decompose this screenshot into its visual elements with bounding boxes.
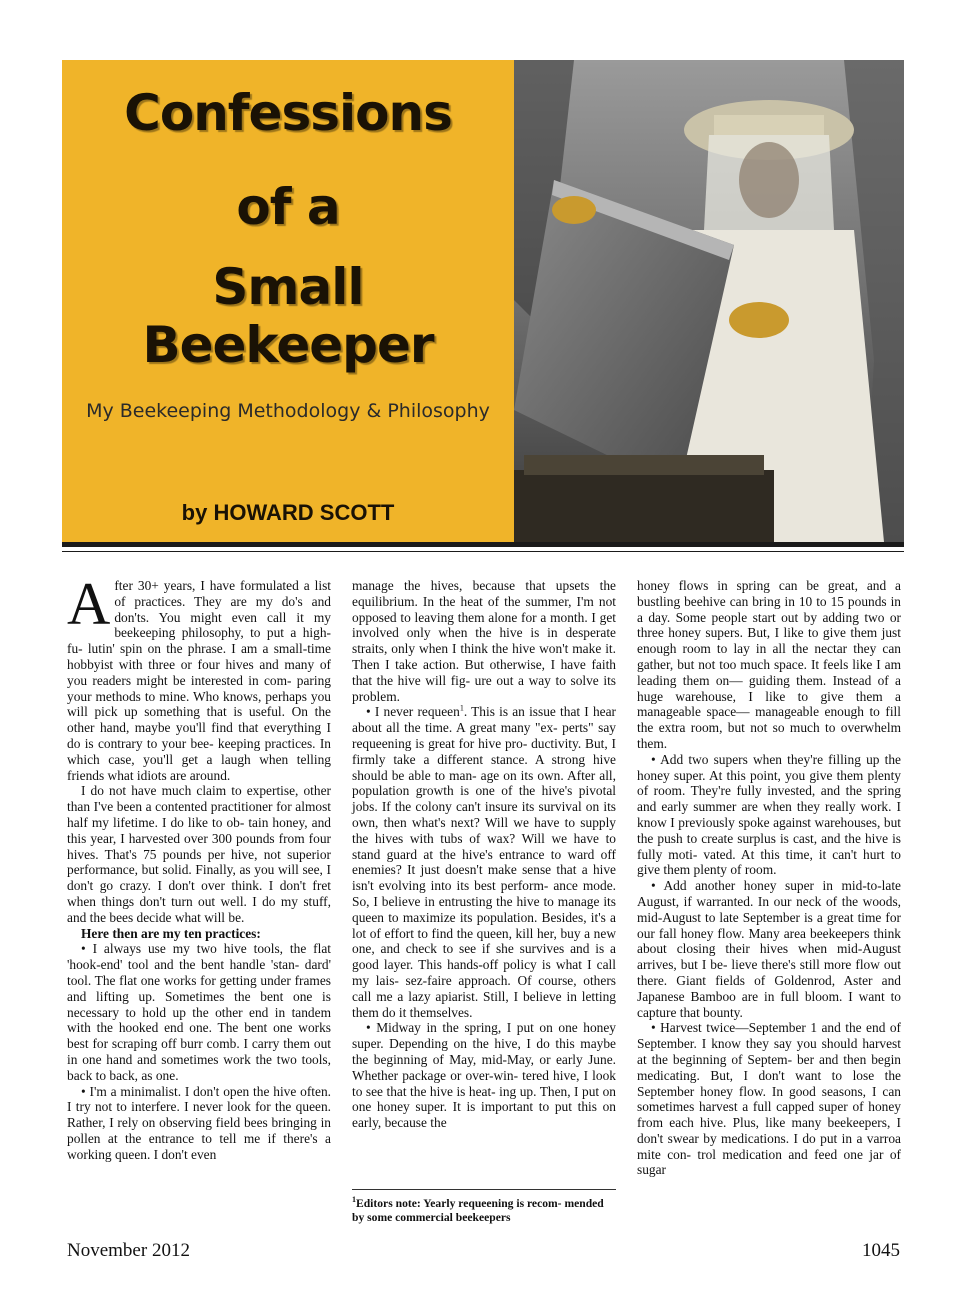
drop-cap: A <box>67 571 111 637</box>
paragraph <box>352 704 616 1020</box>
paragraph-text: . This is an issue that I hear about all the time. A great many "ex- perts" say requeening is great for hive pro- ductivity. But, I firmly take a different stance. A strong hive should be able to man- age on its own. After all, population growth is one of the hive's pivotal jobs. If the colony can't insure its survival on its own, then what's next? Will we have to supply the hives with tubs of wax? Will we have to stand guard at the hive's entrance to ward off enemies? It just doesn't make sense that a hive isn't evolving into its best perform- ance mode. So, I believe in entrusting the hive to manage its queen to maximize its population. Besides, it's a lot of effort to find the queen, kill her, buy a new one, and check to see if she survives and is a good layer. This hands-off policy is what I call my lais- sez-faire approach. Of course, others call me a lazy apiarist. Still, I believe in letting them do it themselves. <box>352 704 616 1020</box>
paragraph: • I always use my two hive tools, the flat 'hook-end' tool and the bent handle 'stan- dard' tool. The flat one works for getting under frames and lifting up. Sometimes the bent one is necessary to hold up the other end in tandem with the hooked end one. The bent one works best for scraping off burr comb. I carry them out in one hand and sometimes work the two tools, back to back, as one. <box>67 941 331 1083</box>
title-panel <box>62 60 514 542</box>
article-column-2 <box>352 578 616 1131</box>
article-column-1 <box>67 571 331 1162</box>
footnote <box>352 1197 616 1225</box>
paragraph: manage the hives, because that upsets the equilibrium. In the heat of the summer, I'm not opposed to leaving them alone for a month. I get involved only when the hive is in desperate straits, only when I think the hive won't make it. Then I take action. But otherwise, I have faith that the hive will fig- ure out a way to solve its problem. <box>352 578 616 704</box>
article-header <box>62 60 904 542</box>
article-column-3 <box>637 578 901 1178</box>
section-heading: Here then are my ten practices: <box>81 925 261 941</box>
issue-date: November 2012 <box>67 1240 190 1261</box>
subtitle: My Beekeeping Methodology & Philosophy <box>86 400 490 422</box>
footnote-marker: 1 <box>459 703 464 713</box>
paragraph: • Harvest twice—September 1 and the end of September. I know they say you should harvest at the beginning of Septem- ber and then begin medicating. But, I don't want to lose the September honey flow. In good seasons, I can sometimes harvest a full capped super of honey from each hive. Plus, like many beekeepers, I don't swear by medications. I do put in a varroa mite con- trol medication and feed one jar of sugar <box>637 1020 901 1178</box>
title-line-1: Confessions <box>124 84 452 142</box>
title-line-2: of a <box>236 178 340 236</box>
paragraph-text: fter 30+ years, I have formulated a list of practices. They are my do's and don'ts. You might even call it my beekeeping philosophy, to put a high-fu- lutin' spin on the phrase. I am a small-time hobbyist with three or four hives and many of you readers might be interested in com- paring your methods to mine. Who knows, perhaps you will pick up something that is useful. On the other hand, maybe you'll find that everything I do is contrary to your bee- keeping practices. In which case, you'll get a laugh when telling friends what idiots are around. <box>67 578 331 783</box>
footnote-rule <box>352 1189 616 1190</box>
title-line-3: Small Beekeeper <box>142 258 434 374</box>
page-number: 1045 <box>862 1240 900 1261</box>
paragraph: • I'm a minimalist. I don't open the hive often. I try not to interfere. I never look for the queen. Rather, I rely on observing field bees bringing in pollen at the entrance to tell me if there's a working queen. I don't even <box>67 1083 331 1162</box>
paragraph: • Add two supers when they're filling up the honey super. At this point, you give them plenty of room. They're fully invested, and the spring and early summer are when they really work. I know I previously spoke against warehouses, but the push to create surplus is cast, and the hive is fully moti- vated. At this time, it can't hurt to give them plenty of room. <box>637 751 901 878</box>
header-rule <box>62 542 904 547</box>
paragraph: honey flows in spring can be great, and a bustling beehive can bring in 10 to 15 pounds in a day. Some people start out by adding two or three honey supers. But, I like to give them just enough room to lay in all the nectar they can gather, but not too much space. It feels like I am leading them on— guiding them. Instead of a huge warehouse, I like to give them a manageable space— manageable enough to fill the extra room, but not so much to overwhelm them. <box>637 578 901 751</box>
footnote-text: Editors note: Yearly requeening is recom- mended by some commercial beekeepers <box>352 1197 604 1224</box>
footnote-number: 1 <box>352 1195 356 1205</box>
beekeeper-photo <box>514 60 904 542</box>
paragraph <box>67 571 331 783</box>
paragraph: • Add another honey super in mid-to-late August, if warranted. In our neck of the woods, mid-August to late September is a great time for our fall honey flow. Many area beekeepers think about closing their hives when mid-August arrives, but I be- lieve there's still more flow out there. Giant fields of Goldenrod, Aster and Japanese Bamboo are in full bloom. I want to capture that bounty. <box>637 878 901 1020</box>
byline: by HOWARD SCOTT <box>181 500 395 525</box>
header-rule-thin <box>62 551 904 552</box>
paragraph-text: • I never requeen <box>366 704 460 720</box>
paragraph: • Midway in the spring, I put on one honey super. Depending on the hive, I do this maybe the beginning of May, mid-May, or early June. Whether package or over-win- tered hive, I look to see that the hive is heat- ing up. Then, I put on one honey super. It is important to put this on early, because the <box>352 1020 616 1131</box>
paragraph: I do not have much claim to expertise, other than I've been a contented practitioner for almost half my lifetime. I do like to ob- tain honey, and this year, I harvested over 300 pounds from four hives. That's 75 pounds per hive, not superior performance, but solid. Finally, as you will see, I don't go crazy. I don't over think. I don't fret when things don't turn out well. I do my stuff, and the bees decide what will be. <box>67 783 331 925</box>
